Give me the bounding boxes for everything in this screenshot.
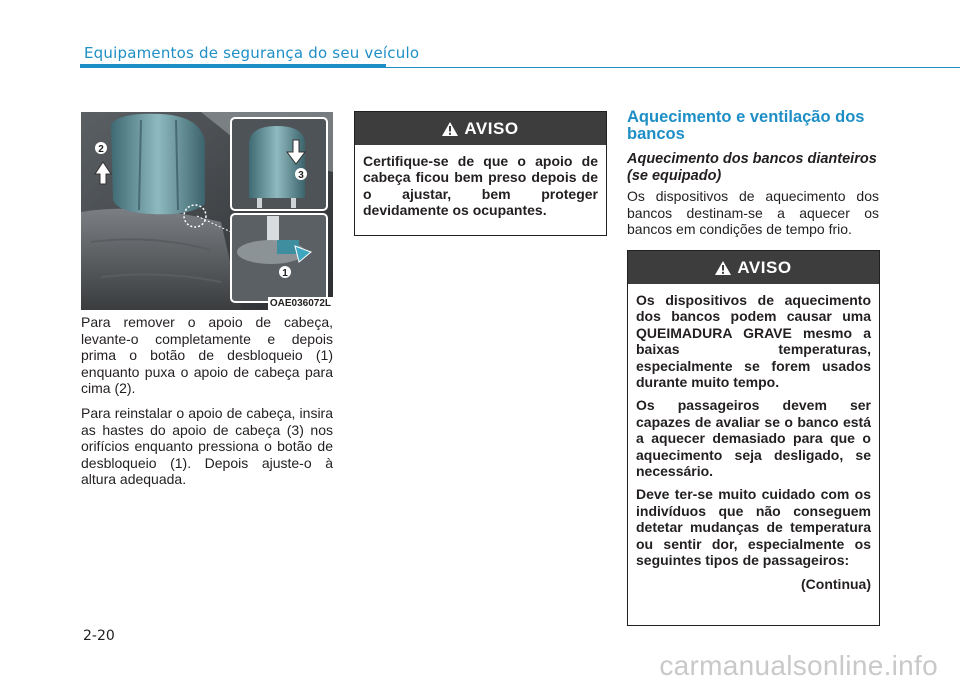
warning-header — [355, 112, 606, 145]
header-rule — [80, 67, 960, 68]
callout-2: 2 — [98, 144, 104, 155]
callout-1: 1 — [282, 268, 288, 279]
seat-heater-description: Os dispositivos de aquecimento dos bancos destinam-se a aquecer os bancos em condições de tempo frio. — [627, 188, 879, 238]
warning-header — [628, 251, 879, 284]
warning-label: AVISO — [464, 118, 519, 138]
warning-triangle-icon — [442, 122, 458, 136]
page-number: 2-20 — [83, 628, 115, 644]
warning-text: Certifique-se de que o apoio de cabeça ficou bem preso depois de o ajustar, bem proteger devidamente os ocupantes. — [363, 153, 598, 219]
removal-instructions: Para remover o apoio de cabeça, levante-o completamente e depois prima o botão de desbloqueio (1) enquanto puxa o apoio de cabeça para cima (2). — [81, 314, 333, 397]
subsection-title: Aquecimento dos bancos dianteiros (se equipado) — [627, 151, 877, 184]
headrest-illustration — [81, 112, 333, 310]
headrest-photo — [81, 112, 333, 310]
section-header-title: Equipamentos de segurança do seu veículo — [84, 44, 420, 62]
reinstall-instructions: Para reinstalar o apoio de cabeça, insira as hastes do apoio de cabeça (3) nos orifícios enquanto pressiona o botão de desbloqueio (1). Depois ajuste-o à altura adequada. — [81, 405, 333, 488]
warning-paragraph-care: Deve ter-se muito cuidado com os indivíduos que não conseguem detetar mudanças de temperatura ou sentir dor, especialmente os seguintes tipos de passageiros: — [636, 486, 871, 569]
continued-label: (Continua) — [801, 575, 871, 592]
figure-code: OAE036072L — [269, 298, 331, 309]
warning-label: AVISO — [737, 257, 792, 277]
section-title: Aquecimento e ventilação dos bancos — [627, 108, 865, 143]
warning-triangle-icon — [715, 261, 731, 275]
warning-paragraph-passengers: Os passageiros devem ser capazes de avaliar se o banco está a aquecer demasiado para que o aquecimento seja desligado, se necessário. — [636, 397, 871, 480]
callout-3: 3 — [298, 170, 304, 181]
warning-box-headrest — [354, 111, 607, 236]
warning-text — [628, 284, 879, 600]
watermark: carmanualsonline.info — [659, 650, 938, 681]
warning-box-seat-heater — [627, 250, 880, 626]
warning-paragraph-burn: Os dispositivos de aquecimento dos bancos podem causar uma QUEIMADURA GRAVE mesmo a baixas temperaturas, especialmente se forem usados durante muito tempo. — [636, 292, 871, 391]
